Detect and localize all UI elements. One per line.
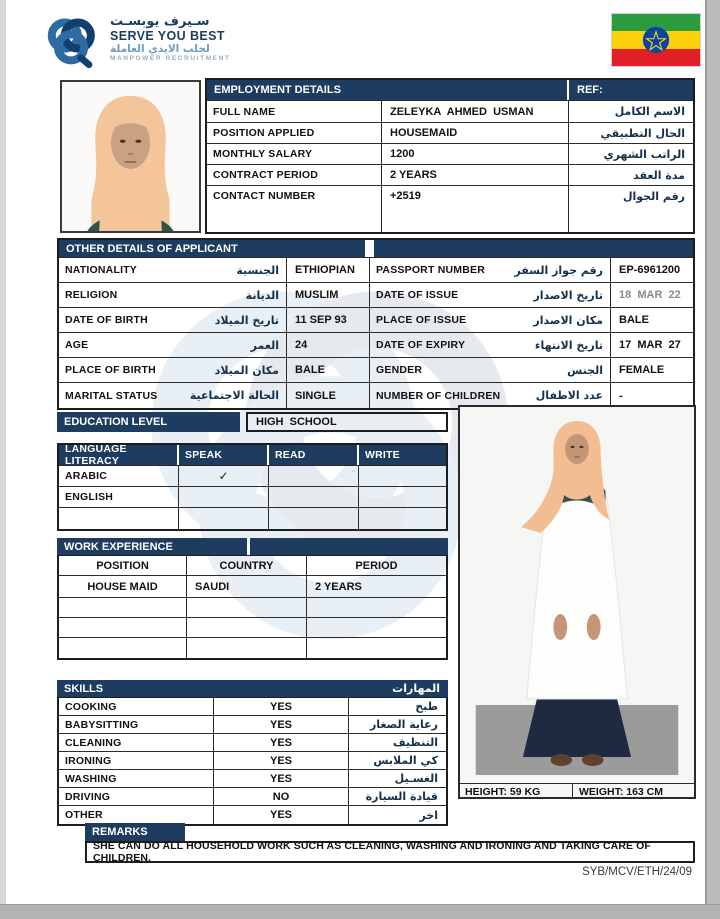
field-value: HOUSEMAID	[390, 127, 458, 139]
scan-edge-right	[705, 0, 720, 919]
document-reference-code: SYB/MCV/ETH/24/09	[582, 866, 692, 878]
skill-name: DRIVING	[65, 790, 111, 803]
field-label-arabic: الحال التطبيقي	[600, 126, 685, 140]
education-level-label: EDUCATION LEVEL	[57, 412, 240, 432]
field-value: 24	[295, 339, 308, 351]
table-row	[59, 466, 446, 487]
table-row	[59, 788, 446, 806]
skill-value: YES	[269, 718, 292, 731]
height-cell: HEIGHT: 59 KG	[460, 784, 573, 799]
field-value: ETHIOPIAN	[295, 264, 355, 276]
remarks-text: SHE CAN DO ALL HOUSEHOLD WORK SUCH AS CLEANING, WASHING AND IRONING AND TAKING CARE OF CHILDREN.	[93, 840, 651, 864]
field-label: PLACE OF BIRTH	[65, 364, 156, 376]
brand-tagline: MANPOWER RECRUITMENT	[110, 55, 231, 62]
skill-name: IRONING	[65, 754, 112, 767]
field-label: PASSPORT NUMBER	[376, 264, 485, 276]
skills-title: SKILLS	[64, 682, 104, 695]
other-details-title: OTHER DETAILS OF APPLICANT	[59, 240, 365, 257]
table-row	[59, 576, 446, 598]
field-label: MARITAL STATUS	[65, 389, 158, 402]
employment-title: EMPLOYMENT DETAILS	[207, 80, 569, 100]
skill-value: YES	[269, 772, 292, 785]
table-row	[59, 358, 693, 383]
table-row	[59, 638, 446, 658]
skill-name-arabic: الغسـيل	[394, 772, 438, 785]
other-details-table	[57, 238, 695, 410]
table-row	[59, 618, 446, 638]
flag-star-emblem-icon	[639, 23, 673, 57]
check-icon: ✓	[218, 469, 229, 483]
field-label-arabic: عدد الاطفال	[535, 389, 603, 402]
other-details-header-row	[59, 240, 693, 258]
field-value: -	[619, 389, 623, 402]
ref-label: REF:	[569, 80, 693, 100]
field-label: GENDER	[376, 364, 423, 376]
column-header: PERIOD	[355, 559, 398, 572]
skill-name-arabic: اخر	[419, 808, 438, 822]
table-row	[59, 752, 446, 770]
header-band	[374, 240, 693, 257]
table-row	[207, 123, 693, 144]
skill-name: OTHER	[65, 809, 103, 821]
field-label: AGE	[65, 339, 89, 351]
language-name: ENGLISH	[65, 491, 114, 503]
field-label-arabic: تاريخ الاصدار	[533, 288, 603, 302]
field-label: DATE OF BIRTH	[65, 314, 148, 326]
field-label-arabic: الاسم الكامل	[614, 105, 685, 118]
field-label-arabic: رقم جواز السفر	[514, 263, 603, 277]
country-value: SAUDI	[195, 580, 230, 593]
work-experience-header	[57, 538, 448, 555]
field-label: MONTHLY SALARY	[213, 148, 313, 160]
brand-name-arabic: سـيرف يوبسـت	[110, 14, 210, 29]
position-value: HOUSE MAID	[87, 580, 158, 593]
field-label: CONTRACT PERIOD	[213, 169, 319, 181]
skill-name-arabic: كي الملابس	[373, 754, 438, 767]
field-value: FEMALE	[619, 364, 665, 376]
skill-name-arabic: طبخ	[415, 700, 438, 713]
field-value: 2 YEARS	[390, 169, 437, 181]
photo-meta-row	[460, 783, 694, 799]
table-row	[59, 508, 446, 529]
field-value: SINGLE	[295, 389, 336, 402]
table-row	[59, 734, 446, 752]
field-label-arabic: العمر	[250, 338, 279, 352]
remarks-title: REMARKS	[85, 823, 185, 841]
language-literacy-table	[57, 443, 448, 531]
field-value: ZELEYKA AHMED USMAN	[390, 105, 534, 118]
skill-value: YES	[269, 809, 292, 821]
field-label-arabic: تاريخ الميلاد	[214, 313, 279, 327]
field-label: POSITION APPLIED	[213, 127, 315, 139]
field-label: DATE OF ISSUE	[376, 289, 459, 301]
table-row	[59, 487, 446, 508]
field-value: +2519	[390, 190, 421, 202]
skill-name: BABYSITTING	[65, 718, 139, 731]
work-experience-table	[57, 555, 448, 660]
employment-details-table	[205, 78, 695, 234]
full-body-photo-image	[460, 407, 694, 783]
field-value: 18 MAR 22	[619, 289, 681, 301]
field-label: RELIGION	[65, 289, 118, 301]
portrait-photo-image	[62, 82, 199, 231]
skills-title-arabic: المهارات	[392, 682, 440, 695]
skill-value: NO	[272, 790, 290, 803]
table-row	[207, 165, 693, 186]
table-row	[59, 716, 446, 734]
scan-edge-bottom	[0, 904, 720, 919]
column-header: POSITION	[96, 559, 149, 572]
skill-name-arabic: رعاية الصغار	[369, 718, 438, 731]
skills-table	[57, 697, 448, 826]
table-row	[59, 258, 693, 283]
table-row	[59, 806, 446, 824]
field-value: MUSLIM	[295, 289, 339, 301]
field-label: DATE OF EXPIRY	[376, 339, 466, 351]
field-value: BALE	[619, 314, 649, 326]
field-label-arabic: مكان الميلاد	[214, 363, 279, 377]
language-header-row	[59, 445, 446, 466]
field-value: EP-6961200	[619, 264, 681, 276]
header-gap	[365, 240, 374, 257]
table-row	[207, 186, 693, 232]
skill-value: YES	[269, 754, 292, 767]
skills-header	[57, 680, 448, 697]
skill-value: YES	[269, 736, 292, 749]
field-label: NATIONALITY	[65, 264, 137, 276]
work-header-row	[59, 556, 446, 576]
field-label-arabic: الراتب الشهري	[603, 147, 685, 161]
education-level-value: HIGH SCHOOL	[246, 412, 448, 432]
skill-name: CLEANING	[65, 736, 122, 749]
brand-header	[40, 12, 230, 74]
table-row	[207, 144, 693, 165]
table-row	[59, 770, 446, 788]
table-row	[207, 101, 693, 123]
ethiopia-flag-icon	[612, 14, 700, 66]
period-value: 2 YEARS	[315, 580, 362, 593]
field-value: BALE	[295, 364, 325, 376]
field-label: CONTACT NUMBER	[213, 190, 316, 202]
weight-cell: WEIGHT: 163 CM	[579, 785, 664, 798]
applicant-portrait-photo	[60, 80, 201, 233]
field-label-arabic: تاريخ الانتهاء	[534, 338, 603, 352]
field-label-arabic: مدة العقد	[633, 168, 685, 182]
table-row	[59, 598, 446, 618]
serve-you-best-logo-icon	[40, 12, 102, 74]
employment-header-row	[207, 80, 693, 101]
skill-name: COOKING	[65, 700, 117, 713]
brand-name: SERVE YOU BEST	[110, 29, 225, 43]
field-label: NUMBER OF CHILDREN	[376, 389, 501, 402]
skill-name-arabic: قيادة السيارة	[365, 790, 438, 803]
field-value: 17 MAR 27	[619, 339, 681, 351]
skill-name-arabic: التنظيف	[392, 736, 438, 749]
remarks-text-box	[85, 841, 695, 863]
field-label-arabic: رقم الجوال	[622, 190, 685, 203]
language-name: ARABIC	[65, 470, 108, 482]
work-experience-title: WORK EXPERIENCE	[57, 538, 247, 555]
field-label-arabic: الديانة	[245, 288, 279, 302]
column-header: COUNTRY	[219, 559, 274, 572]
field-label-arabic: الجنس	[567, 363, 603, 377]
table-row	[59, 698, 446, 716]
field-label: FULL NAME	[213, 105, 276, 118]
field-label-arabic: مكان الاصدار	[533, 313, 603, 327]
column-header: SPEAK	[185, 449, 223, 461]
column-header: READ	[275, 449, 306, 461]
scan-edge-left	[0, 0, 6, 919]
column-header: LANGUAGE LITERACY	[65, 445, 127, 465]
table-row	[59, 308, 693, 333]
field-label-arabic: الجنسية	[236, 263, 279, 277]
header-band	[250, 538, 448, 555]
applicant-full-body-photo	[458, 405, 696, 799]
table-row	[59, 333, 693, 358]
table-row	[59, 283, 693, 308]
column-header: WRITE	[365, 449, 400, 461]
skill-value: YES	[269, 700, 292, 713]
brand-tagline-arabic: لجلب الايدي العاملة	[110, 43, 210, 55]
field-label-arabic: الحالة الاجتماعية	[189, 389, 279, 402]
field-value: 11 SEP 93	[295, 314, 347, 326]
field-label: PLACE OF ISSUE	[376, 314, 467, 326]
skill-name: WASHING	[65, 772, 117, 785]
field-value: 1200	[390, 148, 415, 160]
